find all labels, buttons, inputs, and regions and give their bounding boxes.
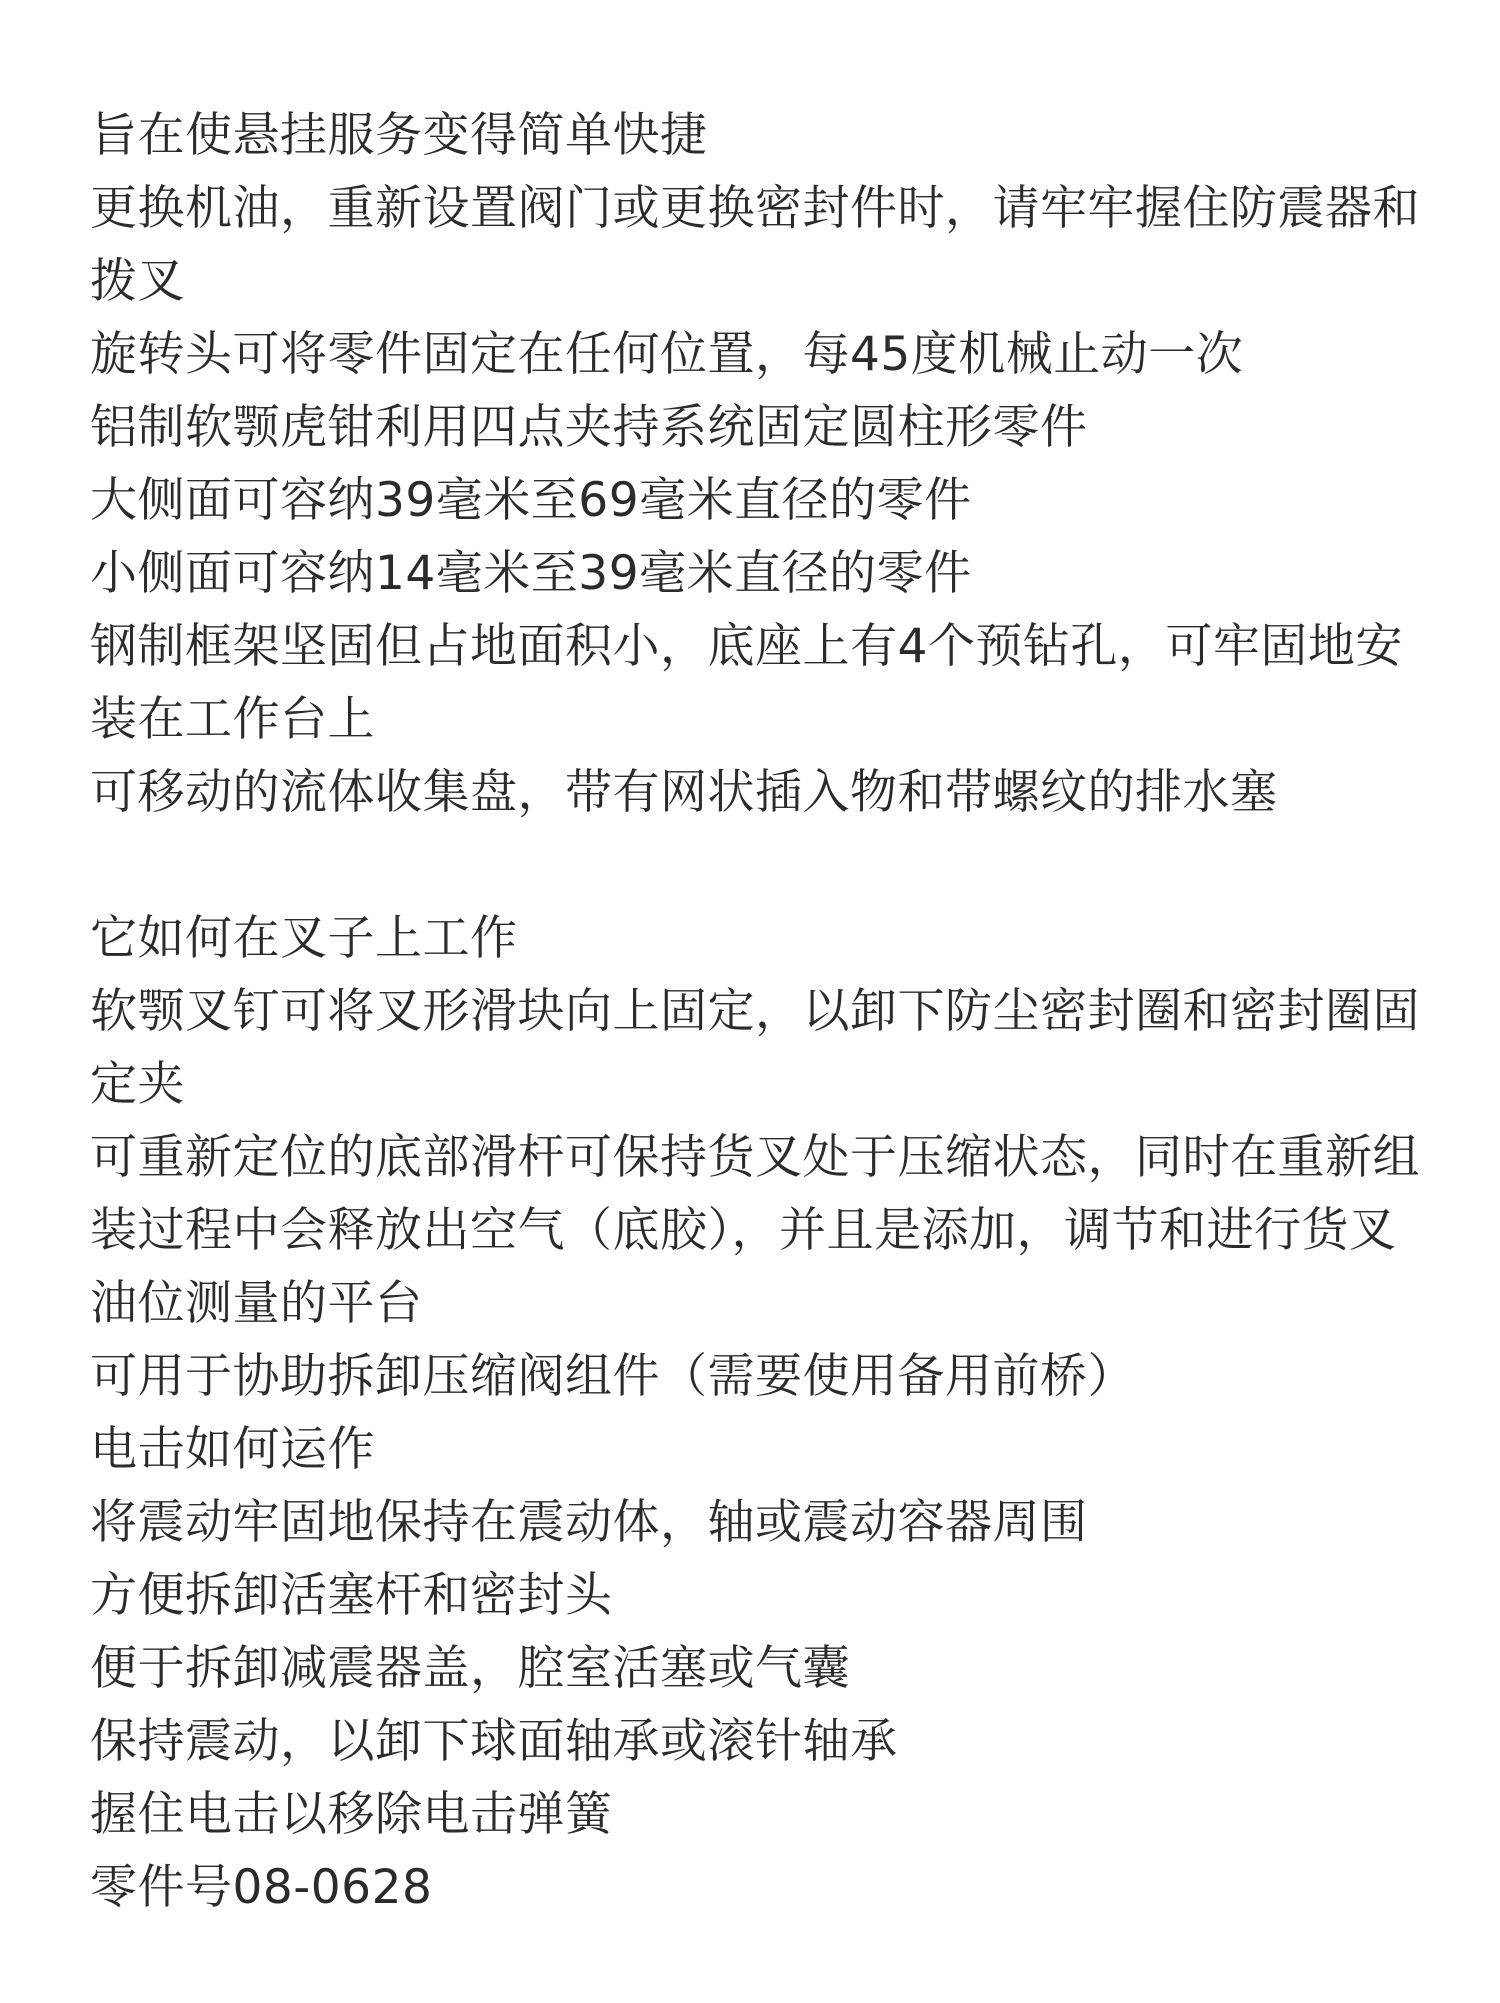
- part-number: 零件号08-0628: [90, 1860, 433, 1915]
- text-line: 握住电击以移除电击弹簧: [90, 1787, 613, 1842]
- features-section: [90, 99, 1420, 829]
- text-line: 方便拆卸活塞杆和密封头: [90, 1568, 613, 1623]
- text-line: 大侧面可容纳39毫米至69毫米直径的零件: [90, 473, 972, 528]
- text-line: 更换机油，重新设置阀门或更换密封件时，请牢牢握住防震器和拨叉: [90, 181, 1420, 309]
- text-line: 钢制框架坚固但占地面积小，底座上有4个预钻孔，可牢固地安装在工作台上: [90, 619, 1403, 747]
- document-body: [90, 99, 1420, 1924]
- text-line: 铝制软颚虎钳利用四点夹持系统固定圆柱形零件: [90, 400, 1088, 455]
- section-heading: 电击如何运作: [90, 1422, 375, 1477]
- text-line: 小侧面可容纳14毫米至39毫米直径的零件: [90, 546, 972, 601]
- section-heading: 它如何在叉子上工作: [90, 911, 518, 966]
- text-line: 保持震动，以卸下球面轴承或滚针轴承: [90, 1714, 898, 1769]
- text-line: 可重新定位的底部滑杆可保持货叉处于压缩状态，同时在重新组装过程中会释放出空气（底胶），并且是添加，调节和进行货叉油位测量的平台: [90, 1130, 1420, 1331]
- text-line: 可移动的流体收集盘，带有网状插入物和带螺纹的排水塞: [90, 765, 1278, 820]
- usage-section: [90, 902, 1420, 1924]
- text-line: 便于拆卸减震器盖，腔室活塞或气囊: [90, 1641, 850, 1696]
- text-line: 将震动牢固地保持在震动体，轴或震动容器周围: [90, 1495, 1088, 1550]
- text-line: 软颚叉钉可将叉形滑块向上固定，以卸下防尘密封圈和密封圈固定夹: [90, 984, 1420, 1112]
- text-line: 旨在使悬挂服务变得简单快捷: [90, 108, 708, 163]
- text-line: 可用于协助拆卸压缩阀组件（需要使用备用前桥）: [90, 1349, 1135, 1404]
- text-line: 旋转头可将零件固定在任何位置，每45度机械止动一次: [90, 327, 1244, 382]
